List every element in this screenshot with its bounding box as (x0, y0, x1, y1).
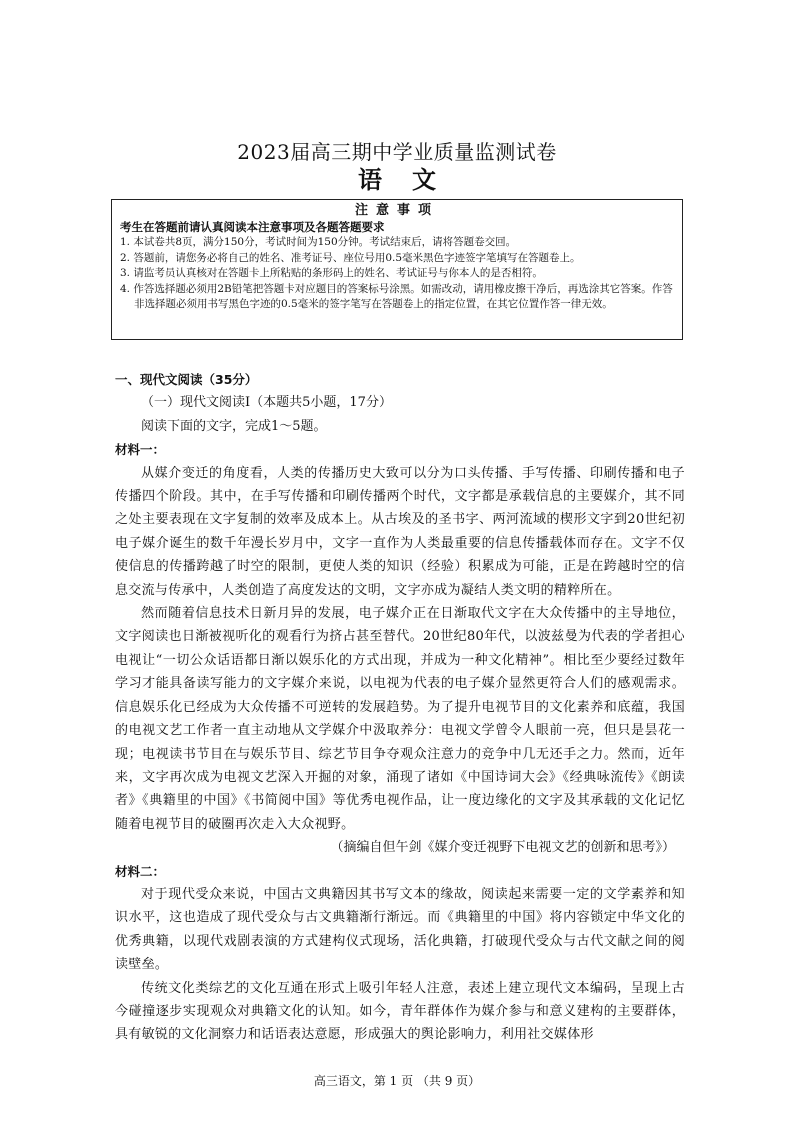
notice-item: 2. 答题前，请您务必将自己的姓名、准考证号、座位号用0.5毫米黑色字迹签字笔填写在答题卷上。 (120, 251, 581, 264)
section-heading: 一、现代文阅读（35分） (115, 372, 258, 387)
material-label: 材料一： (115, 442, 166, 458)
source-citation: （摘编自但午剑《媒介变迁视野下电视文艺的创新和思考》） (330, 840, 675, 856)
reading-instruction: 阅读下面的文字，完成1～5题。 (141, 418, 327, 434)
paragraph: 对于现代受众来说，中国古文典籍因其书写文本的缘故，阅读起来需要一定的文学素养和知识水平，这也造成了现代受众与古文典籍渐行渐远。而《典籍里的中国》将内容锁定中华文化的优秀典籍，以现代戏剧表演的方式建构仪式现场，活化典籍，打破现代受众与古代文献之间的阅读壁垒。 (115, 886, 685, 973)
notice-item: 3. 请监考员认真核对在答题卡上所粘贴的条形码上的姓名、考试证号与你本人的是否相符。 (120, 267, 543, 279)
notice-item: 4. 作答选择题必须用2B铅笔把答题卡对应题目的答案标号涂黑。如需改动，请用橡皮擦干净后，再选涂其它答案。作答非选择题必须用书写黑色字迹的0.5毫米的签字笔写在答题卷上的指定位置，在其它位置作答一律无效。 (120, 282, 673, 310)
subsection-heading: （一）现代文阅读Ⅰ（本题共5小题，17分） (141, 395, 392, 411)
notice-heading: 考生在答题前请认真阅读本注意事项及各题答题要求 (120, 219, 385, 234)
page-footer: 高三语文，第 1 页 （共 9 页） (313, 1074, 481, 1088)
paragraph: 从媒介变迁的角度看，人类的传播历史大致可以分为口头传播、手写传播、印刷传播和电子传播四个阶段。其中，在手写传播和印刷传播两个时代，文字都是承载信息的主要媒介，其不同之处主要表现在文字复制的效率及成本上。从古埃及的圣书字、两河流域的楔形文字到20世纪初电子媒介诞生的数千年漫长岁月中，文字一直作为人类最重要的信息传播载体而存在。文字不仅使信息的传播跨越了时空的限制，更使人类的知识（经验）积累成为可能，正是在跨越时空的信息交流与传承中，人类创造了高度发达的文明，文字亦成为凝结人类文明的精粹所在。 (115, 465, 685, 598)
reading-content (115, 368, 685, 1047)
material-label: 材料二： (115, 863, 166, 879)
paragraph: 然而随着信息技术日新月异的发展，电子媒介正在日渐取代文字在大众传播中的主导地位，文字阅读也日渐被视听化的观看行为挤占甚至替代。20世纪80年代，以波兹曼为代表的学者担心电视让“一切公众话语都日渐以娱乐化的方式出现，并成为一种文化精神”。相比至少要经过数年学习才能具备读写能力的文字媒介来说，以电视为代表的电子媒介显然更符合人们的感观需求。信息娱乐化已经成为大众传播不可逆转的发展趋势。为了提升电视节目的文化素养和底蕴，我国的电视文艺工作者一直主动地从文学媒介中汲取养分：电视文学曾令人眼前一亮，但只是昙花一现；电视读书节目在与娱乐节目、综艺节目争夺观众注意力的竞争中几无还手之力。然而，近年来，文字再次成为电视文艺深入开掘的对象，涌现了诸如《中国诗词大会》《经典咏流传》《朗读者》《典籍里的中国》《书简阅中国》等优秀电视作品，让一度边缘化的文字及其承载的文化记忆随着电视节目的破圈再次走入大众视野。 (115, 606, 685, 832)
exam-title: 2023届高三期中学业质量监测试卷 (237, 140, 557, 164)
paragraph: 传统文化类综艺的文化互通在形式上吸引年轻人注意，表述上建立现代文本编码，呈现上古今碰撞逐步实现观众对典籍文化的认知。如今，青年群体作为媒介参与和意义建构的主要群体，具有敏锐的文化洞察力和话语表达意愿，形成强大的舆论影响力，利用社交媒体形 (115, 980, 685, 1043)
subject-title: 语文 (358, 165, 466, 194)
notice-title: 注意事项 (354, 203, 439, 218)
notice-box (111, 199, 683, 340)
notice-item: 1. 本试卷共8页，满分150分，考试时间为150分钟。考试结束后，请将答题卷交回。 (120, 236, 517, 248)
